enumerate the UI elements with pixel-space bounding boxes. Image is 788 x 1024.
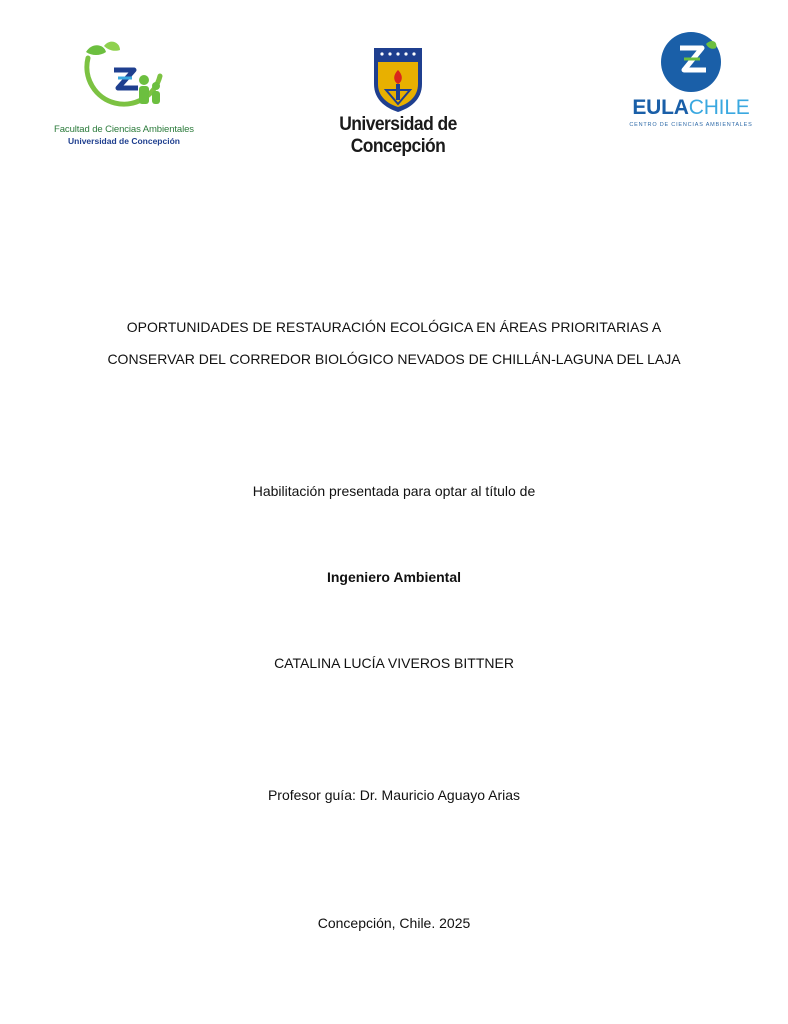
eula-logo bbox=[626, 30, 756, 134]
degree-title: Ingeniero Ambiental bbox=[326, 569, 462, 585]
eula-name bbox=[626, 96, 756, 120]
eula-name-part2: CHILE bbox=[688, 96, 750, 119]
place-and-date: Concepción, Chile. 2025 bbox=[317, 915, 471, 931]
eula-emblem-icon bbox=[626, 30, 756, 94]
faculty-university-name: Universidad de Concepción bbox=[68, 136, 180, 146]
thesis-title-line-1: OPORTUNIDADES DE RESTAURACIÓN ECOLÓGICA EN ÁREAS PRIORITARIAS A bbox=[126, 319, 662, 335]
faculty-logo bbox=[48, 40, 198, 152]
habilitation-statement: Habilitación presentada para optar al título de bbox=[252, 483, 536, 499]
thesis-title-line-2: CONSERVAR DEL CORREDOR BIOLÓGICO NEVADOS DE CHILLÁN-LAGUNA DEL LAJA bbox=[107, 351, 681, 367]
eula-subtitle: CENTRO DE CIENCIAS AMBIENTALES bbox=[629, 122, 753, 128]
university-name: Universidad de Concepción bbox=[339, 114, 457, 157]
faculty-emblem-icon bbox=[48, 40, 198, 124]
advisor: Profesor guía: Dr. Mauricio Aguayo Arias bbox=[267, 787, 521, 803]
author-name: CATALINA LUCÍA VIVEROS BITTNER bbox=[274, 655, 514, 671]
faculty-name: Facultad de Ciencias Ambientales bbox=[54, 124, 194, 135]
university-logo bbox=[292, 44, 504, 157]
university-crest-icon bbox=[292, 44, 504, 114]
eula-name-part1: EULA bbox=[632, 96, 689, 119]
